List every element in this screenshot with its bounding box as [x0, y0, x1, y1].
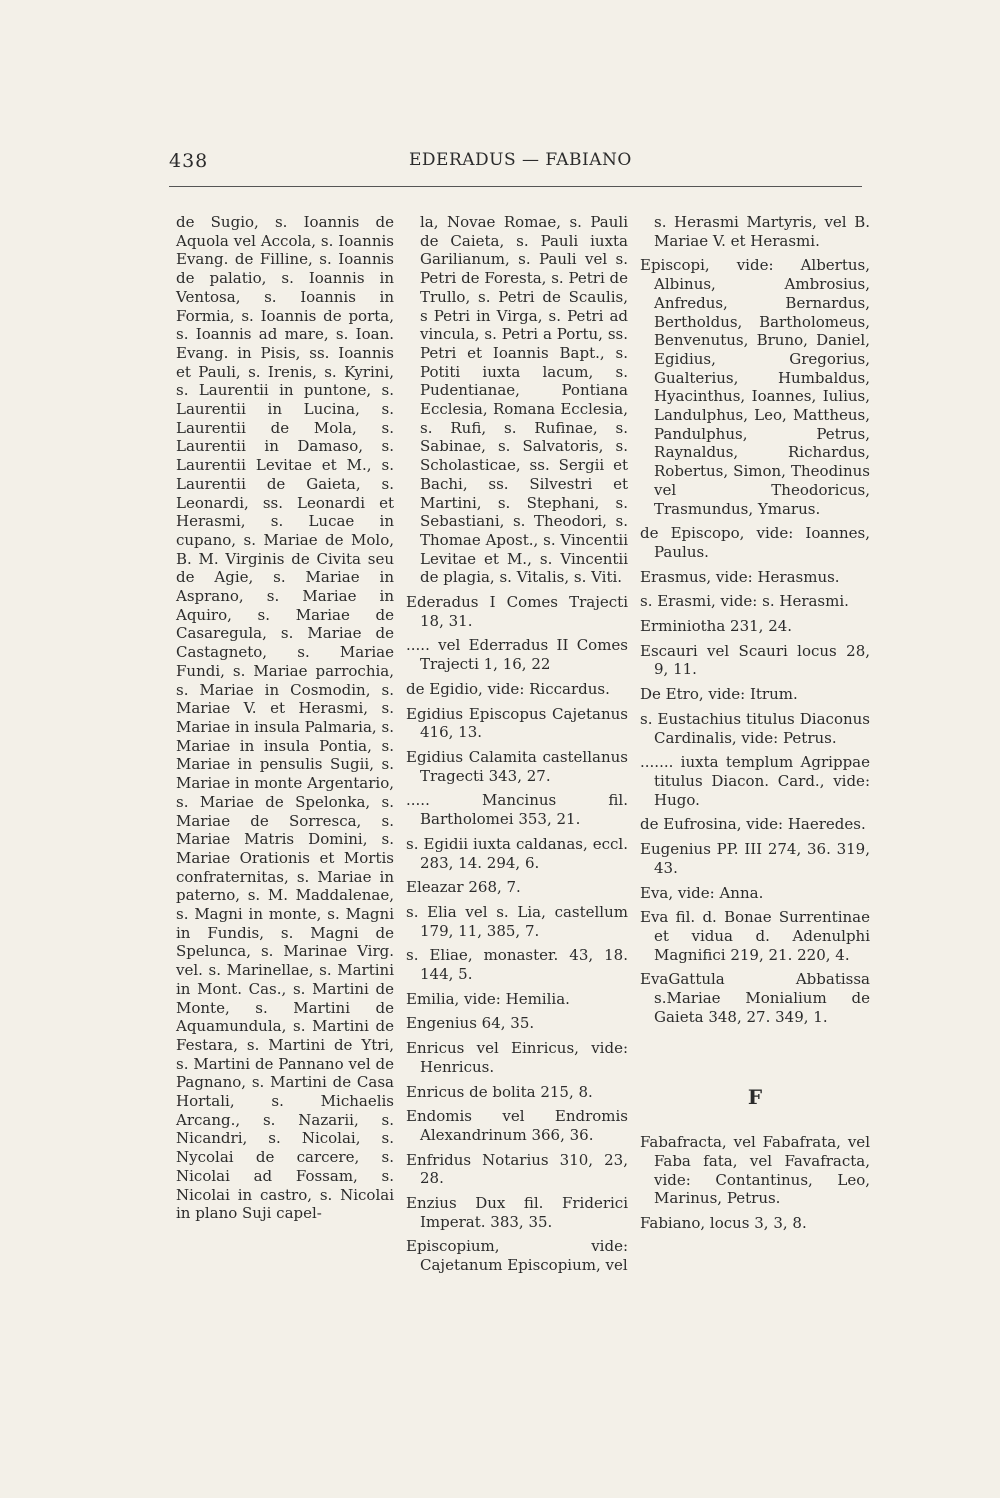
- index-column-1: [176, 213, 394, 1223]
- header-rule: [169, 186, 862, 187]
- entry-continuation: la, Novae Romae, s. Pauli de Caieta, s. Pauli iuxta Garilianum, s. Pauli vel s. Petri de Foresta, s. Petri de Trullo, s. Petri de Scaulis, s Petri in Virga, s. Petri ad vincula, s. Petri a Portu, ss. Petri et Ioannis Bapt., s. Potiti iuxta lacum, s. Pudentianae, Pontiana Ecclesia, Romana Ecclesia, s. Rufi, s. Rufinae, s. Sabinae, s. Salvatoris, s. Scholasticae, ss. Sergii et Bachi, ss. Silvestri et Martini, s. Stephani, s. Sebastiani, s. Theodori, s. Thomae Apost., s. Vincentii Levitae et M., s. Vincentii de plagia, s. Vitalis, s. Viti.: [420, 213, 628, 587]
- index-entry: Fabiano, locus 3, 3, 8.: [640, 1213, 807, 1232]
- entry-continuation: de Sugio, s. Ioannis de Aquola vel Accola, s. Ioannis Evang. de Filline, s. Ioannis de palatio, s. Ioannis in Ventosa, s. Ioannis in Formia, s. Ioannis de porta, s. Ioannis ad mare, s. Ioan. Evang. in Pisis, ss. Ioannis et Pauli, s. Irenis, s. Kyrini, s. Laurentii in puntone, s. Laurentii in Lucina, s. Laurentii de Mola, s. Laurentii in Damaso, s. Laurentii Levitae et M., s. Laurentii de Gaieta, s. Leonardi, ss. Leonardi et Herasmi, s. Lucae in cupano, s. Mariae de Molo, B. M. Virginis de Civita seu de Agie, s. Mariae in Asprano, s. Mariae in Aquiro, s. Mariae de Casaregula, s. Mariae de Castagneto, s. Mariae Fundi, s. Mariae parrochia, s. Mariae in Cosmodin, s. Mariae V. et Herasmi, s. Mariae in insula Palmaria, s. Mariae in insula Pontia, s. Mariae in pensulis Sugii, s. Mariae in monte Argentario, s. Mariae de Spelonka, s. Mariae de Sorresca, s. Mariae Matris Domini, s. Mariae Orationis et Mortis confraternitas, s. Mariae in paterno, s. M. Maddalenae, s. Magni in monte, s. Magni in Fundis, s. Magni de Spelunca, s. Marinae Virg. vel. s. Marinellae, s. Martini in Mont. Cas., s. Martini de Monte, s. Martini de Aquamundula, s. Martini de Festara, s. Martini de Ytri, s. Martini de Pannano vel de Pagnano, s. Martini de Casa Hortali, s. Michaelis Arcang., s. Nazarii, s. Nicandri, s. Nicolai, s. Nycolai de carcere, s. Nicolai ad Fossam, s. Nicolai in castro, s. Nicolai in plano Suji capel-: [176, 213, 394, 1223]
- running-title: EDERADUS — FABIANO: [409, 150, 632, 170]
- index-entry: Eugenius PP. III 274, 36. 319, 43.: [640, 840, 870, 877]
- section-letter: F: [747, 1085, 763, 1110]
- index-entry: s. Eliae, monaster. 43, 18. 144, 5.: [406, 946, 628, 984]
- index-column-2: [406, 213, 628, 1281]
- index-column-3: [640, 213, 870, 1239]
- index-entry: s. Eustachius titulus Diaconus Cardinalis, vide: Petrus.: [640, 709, 870, 747]
- index-entry: s. Elia vel s. Lia, castellum 179, 11, 385, 7.: [406, 902, 628, 940]
- index-entry: Enricus vel Einricus, vide: Henricus.: [406, 1039, 628, 1076]
- index-entry: Erminiotha 231, 24.: [640, 617, 793, 636]
- index-entry: De Etro, vide: Itrum.: [640, 685, 798, 704]
- index-entry: Episcopium, vide: Cajetanum Episcopium, vel: [406, 1237, 628, 1275]
- index-entry: Eva fil. d. Bonae Surrentinae et vidua d. Adenulphi Magnifici 219, 21. 220, 4.: [640, 908, 870, 964]
- page-number: 438: [169, 150, 209, 172]
- index-entry: de Egidio, vide: Riccardus.: [406, 679, 610, 698]
- index-entry: Egidius Calamita castellanus Tragecti 343, 27.: [406, 747, 628, 785]
- index-entry: Episcopi, vide: Albertus, Albinus, Ambrosius, Anfredus, Bernardus, Bertholdus, Bartholomeus, Benvenutus, Bruno, Daniel, Egidius, Gregorius, Gualterius, Humbaldus, Hyacinthus, Ioannes, Iulius, Landulphus, Leo, Mattheus, Pandulphus, Petrus, Raynaldus, Richardus, Robertus, Simon, Theodinus vel Theodoricus, Trasmundus, Ymarus.: [640, 256, 870, 518]
- index-entry: ..... Mancinus fil. Bartholomei 353, 21.: [406, 791, 628, 829]
- index-entry: Erasmus, vide: Herasmus.: [640, 567, 840, 586]
- index-entry: Eleazar 268, 7.: [406, 878, 521, 897]
- index-entry: ....... iuxta templum Agrippae titulus Diacon. Card., vide: Hugo.: [640, 753, 870, 809]
- index-entry: Enzius Dux fil. Friderici Imperat. 383, 35.: [406, 1194, 628, 1231]
- entry-continuation: s. Herasmi Martyris, vel B. Mariae V. et Herasmi.: [654, 213, 870, 250]
- index-entry: de Eufrosina, vide: Haeredes.: [640, 815, 866, 834]
- index-entry: s. Egidii iuxta caldanas, eccl. 283, 14. 294, 6.: [406, 834, 628, 872]
- index-entry: Eva, vide: Anna.: [640, 883, 764, 902]
- index-entry: Emilia, vide: Hemilia.: [406, 989, 570, 1008]
- index-entry: Endomis vel Endromis Alexandrinum 366, 36.: [406, 1107, 628, 1144]
- index-entry: Engenius 64, 35.: [406, 1014, 535, 1033]
- index-entry: Fabafracta, vel Fabafrata, vel Faba fata, vel Favafracta, vide: Contantinus, Leo, Marinus, Petrus.: [640, 1133, 870, 1208]
- index-entry: Enricus de bolita 215, 8.: [406, 1082, 593, 1101]
- index-entry: EvaGattula Abbatissa s.Mariae Monialium de Gaieta 348, 27. 349, 1.: [640, 970, 870, 1026]
- index-entry: ..... vel Ederradus II Comes Trajecti 1, 16, 22: [406, 636, 628, 674]
- index-entry: de Episcopo, vide: Ioannes, Paulus.: [640, 524, 870, 561]
- index-entry: Egidius Episcopus Cajetanus 416, 13.: [406, 704, 628, 742]
- index-entry: Ederadus I Comes Trajecti 18, 31.: [406, 593, 628, 630]
- running-header: [169, 150, 862, 186]
- index-entry: Escauri vel Scauri locus 28, 9, 11.: [640, 641, 870, 679]
- index-entry: Enfridus Notarius 310, 23, 28.: [406, 1150, 628, 1188]
- index-entry: s. Erasmi, vide: s. Herasmi.: [640, 592, 849, 611]
